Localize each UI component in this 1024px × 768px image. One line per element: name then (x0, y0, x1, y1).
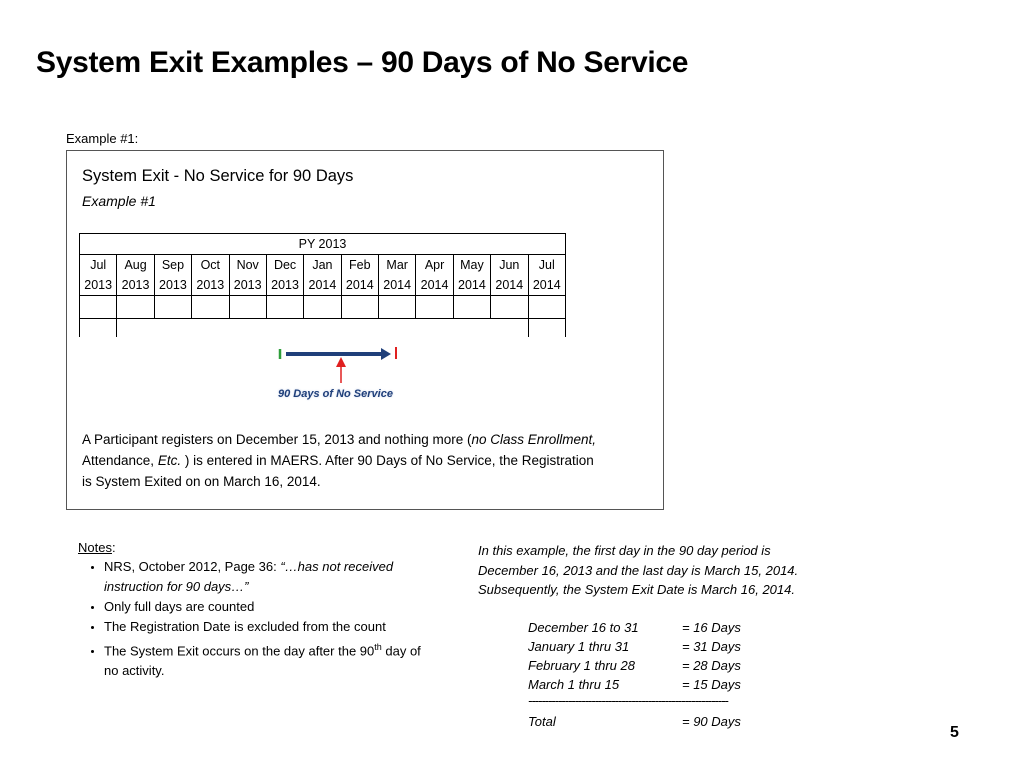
month-cell (453, 255, 490, 296)
month-cell (229, 255, 266, 296)
month-name: Jun (499, 258, 520, 272)
note-quote: “…has not received instruction for 90 days…” (104, 559, 394, 594)
calculation-days: = 15 Days (682, 677, 741, 692)
timeline-tail-cell (528, 319, 566, 338)
month-year: 2013 (159, 278, 187, 292)
calculation-row (528, 637, 772, 656)
timeline-tail-cell (117, 319, 154, 338)
day-count-calculation (528, 618, 772, 731)
timeline-blank-cell (528, 296, 566, 319)
timeline-tail-cell (491, 319, 528, 338)
description-text: Attendance, (82, 453, 158, 468)
month-cell (341, 255, 378, 296)
example-description (82, 429, 652, 492)
note-item: • Only full days are counted (104, 597, 438, 617)
month-name: Jul (90, 258, 107, 272)
calculation-divider: ------------------------------------------------------------ (528, 694, 728, 708)
notes-heading: Notes (78, 540, 112, 555)
timeline-blank-cell (453, 296, 490, 319)
month-year: 2013 (196, 278, 225, 292)
month-year: 2014 (420, 278, 449, 292)
calculation-period: January 1 thru 31 (528, 639, 630, 654)
month-year: 2014 (495, 278, 524, 292)
description-italic: Etc. (157, 453, 182, 468)
timeline-tail-cell (229, 319, 266, 338)
month-name: May (460, 258, 484, 272)
month-name: Nov (236, 258, 259, 272)
note-text: NRS, October 2012, Page 36: (104, 559, 281, 574)
month-year: 2014 (308, 278, 337, 292)
notes-list (78, 557, 438, 681)
timeline-blank-cell (117, 296, 154, 319)
timeline-blank-cell (154, 296, 191, 319)
page-number: 5 (950, 724, 959, 741)
no-service-span-label: 90 Days of No Service (278, 388, 393, 400)
month-cell (379, 255, 416, 296)
month-year: 2014 (345, 278, 374, 292)
calculation-period: February 1 thru 28 (528, 658, 635, 673)
month-cell (154, 255, 191, 296)
month-year: 2014 (532, 278, 561, 292)
month-cell (491, 255, 528, 296)
month-cell (416, 255, 453, 296)
timeline-tail-cell (192, 319, 229, 338)
calculation-total-value: = 90 Days (682, 714, 741, 729)
month-cell (117, 255, 154, 296)
timeline-blank-cell (266, 296, 303, 319)
month-year: 2013 (84, 278, 113, 292)
month-name: Feb (349, 258, 371, 272)
note-item: • The Registration Date is excluded from the count (104, 617, 438, 637)
month-cell (192, 255, 229, 296)
month-cell (304, 255, 341, 296)
month-cell (80, 255, 117, 296)
calculation-row (528, 618, 772, 637)
month-name: Dec (273, 258, 297, 272)
timeline-blank-cell (416, 296, 453, 319)
timeline-blank-cell (192, 296, 229, 319)
month-name: Jul (538, 258, 555, 272)
calculation-row (528, 675, 772, 694)
timeline-blank-cell (379, 296, 416, 319)
calculation-period: March 1 thru 15 (528, 677, 620, 692)
notes-section (78, 540, 438, 681)
timeline-blank-cell (341, 296, 378, 319)
timeline-tail-cell (379, 319, 416, 338)
note-item (104, 557, 438, 597)
program-year-header: PY 2013 (80, 234, 566, 255)
description-text: ) is entered in MAERS. After 90 Days of No Service, the Registration (181, 453, 594, 468)
month-year: 2013 (233, 278, 262, 292)
timeline-blank-cell (491, 296, 528, 319)
description-italic: no Class Enrollment, (471, 432, 597, 447)
timeline-table (79, 233, 566, 341)
calculation-period: December 16 to 31 (528, 620, 639, 635)
month-name: Oct (200, 258, 221, 272)
calculation-days: = 31 Days (682, 639, 741, 654)
timeline-tail-cell (341, 319, 378, 338)
month-cell (528, 255, 566, 296)
calculation-total-label: Total (528, 714, 556, 729)
description-text: is System Exited on on March 16, 2014. (82, 474, 321, 489)
gap-arrow-head (381, 348, 391, 360)
timeline-blank-cell (229, 296, 266, 319)
example-box-title: System Exit - No Service for 90 Days (82, 167, 354, 185)
explanation-line: In this example, the first day in the 90 day period is (478, 543, 771, 558)
explanation-line: December 16, 2013 and the last day is March 15, 2014. (478, 562, 799, 578)
explanation-line: Subsequently, the System Exit Date is March 16, 2014. (478, 582, 795, 597)
note-superscript: th (374, 642, 382, 652)
example-box (66, 150, 664, 510)
calculation-total-row (528, 712, 772, 731)
example-box-subtitle: Example #1 (82, 193, 156, 209)
month-name: Aug (124, 258, 147, 272)
timeline-tail-cell (453, 319, 490, 338)
calculation-days: = 16 Days (682, 620, 741, 635)
slide-title: System Exit Examples – 90 Days of No Service (36, 46, 689, 79)
explanation-text (478, 541, 858, 600)
pointer-arrow-head (336, 357, 346, 367)
example-label: Example #1: (66, 131, 139, 146)
timeline-tail-cell (304, 319, 341, 338)
month-name: Jan (312, 258, 333, 272)
timeline-tail-cell (266, 319, 303, 338)
note-text: The System Exit occurs on the day after the 90 (104, 643, 375, 659)
month-name: Sep (161, 258, 185, 272)
description-text: A Participant registers on December 15, 2013 and nothing more ( (82, 432, 472, 447)
month-year: 2013 (121, 278, 150, 292)
month-year: 2013 (271, 278, 299, 292)
month-year: 2014 (458, 278, 486, 292)
calculation-days: = 28 Days (682, 658, 741, 673)
note-item (104, 637, 438, 681)
calculation-row (528, 656, 772, 675)
timeline-tail-cell (154, 319, 191, 338)
timeline-tail-cell (416, 319, 453, 338)
month-name: Apr (424, 258, 445, 272)
notes-heading-colon: : (111, 540, 116, 555)
timeline-tail-cell (80, 319, 117, 338)
month-cell (266, 255, 303, 296)
month-name: Mar (386, 258, 408, 272)
timeline-blank-cell (304, 296, 341, 319)
note-text: day of no activity. (104, 643, 421, 679)
month-year: 2014 (383, 278, 412, 292)
timeline-blank-cell (80, 296, 117, 319)
